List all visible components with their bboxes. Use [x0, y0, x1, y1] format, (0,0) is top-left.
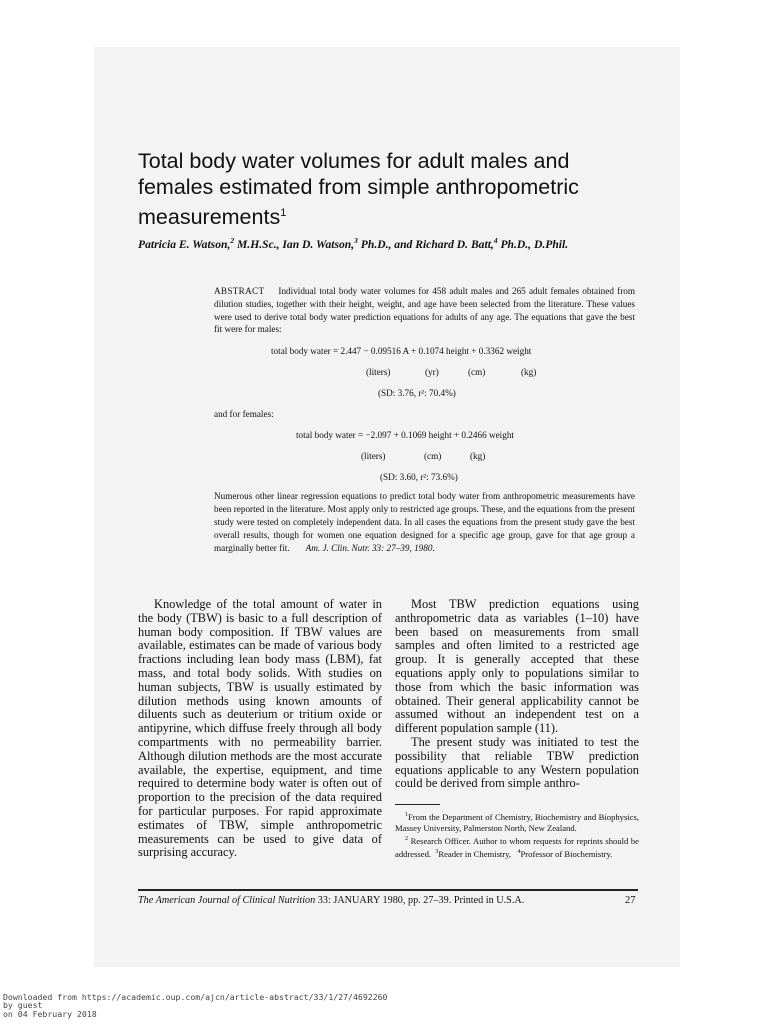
male-unit-yr: (yr) — [425, 367, 439, 377]
footnote-4-text: Professor of Biochemistry. — [520, 848, 613, 859]
footnotes — [395, 810, 639, 860]
footnote-2-mark: 2 — [405, 835, 408, 842]
author-1: Patricia E. Watson, — [138, 237, 231, 251]
title-footnote-mark: 1 — [280, 207, 287, 219]
body-paragraph-2: The present study was initiated to test the possibility that reliable TBW prediction equations applicable to any Western population could be derived from simple anthro- — [395, 734, 639, 791]
journal-footer — [138, 895, 638, 906]
footnote-1-text: From the Department of Chemistry, Biochemistry and Biophysics, Massey University, Palmerston North, New Zealand. — [395, 811, 639, 833]
journal-name: The American Journal of Clinical Nutrition — [138, 895, 316, 906]
female-stats: (SD: 3.60, r²: 73.6%) — [380, 472, 458, 482]
male-unit-cm: (cm) — [468, 367, 486, 377]
female-equation: total body water = −2.097 + 0.1069 height + 0.2466 weight — [296, 430, 514, 440]
article-title — [138, 148, 638, 230]
abstract-intro — [214, 285, 635, 336]
male-equation: total body water = 2.447 − 0.09516 A + 0.1074 height + 0.3362 weight — [271, 346, 532, 356]
footnote-3-mark: 3 — [435, 848, 439, 855]
body-column-right — [395, 598, 639, 791]
page-number: 27 — [625, 895, 636, 906]
body-column-left — [138, 598, 382, 860]
footnote-1-mark: 1 — [405, 812, 408, 818]
footnote-1 — [395, 810, 639, 834]
male-unit-liters: (liters) — [366, 367, 391, 377]
title-line-2: females estimated from simple anthropometric — [138, 175, 579, 199]
female-intro: and for females: — [214, 409, 274, 419]
abstract-conclusion — [214, 490, 635, 555]
title-line-1: Total body water volumes for adult males and — [138, 149, 570, 173]
female-unit-liters: (liters) — [361, 451, 386, 461]
abstract-label: ABSTRACT — [214, 286, 265, 296]
author-3-mark: 4 — [493, 236, 498, 245]
download-line-2: by guest — [3, 1000, 43, 1011]
male-unit-kg: (kg) — [521, 367, 537, 377]
author-3-degree: Ph.D., D.Phil. — [497, 237, 569, 251]
footnote-4-mark: 4 — [517, 848, 521, 855]
footnote-divider — [395, 804, 440, 805]
footnote-3-text: Reader in Chemistry, — [438, 848, 512, 859]
male-stats: (SD: 3.76, r²: 70.4%) — [378, 388, 456, 398]
author-1-mark: 2 — [230, 236, 235, 245]
footnote-2 — [395, 834, 639, 860]
journal-issue: 33: JANUARY 1980, pp. 27–39. Printed in U.S.A. — [315, 895, 525, 906]
download-watermark — [3, 993, 388, 1018]
abstract-citation: Am. J. Clin. Nutr. 33: 27–39, 1980. — [305, 543, 435, 553]
download-line-3: on 04 February 2018 — [3, 1008, 97, 1019]
abstract-conclusion-text: Numerous other linear regression equations to predict total body water from anthropometric measurements have been reported in the literature. Most apply only to restricted age groups. These, and the equations from the present study were tested on completely independent data. In all cases the equations from the present study gave the best overall results, though for women one equation designed for a specific age group, gave for that age group a marginally better fit. — [214, 491, 635, 553]
author-line — [138, 236, 658, 251]
footnote-2-text: Research Officer. Author to whom requests for reprints should be addressed. — [395, 835, 639, 859]
title-line-3 — [138, 200, 638, 230]
author-3: Ph.D., and Richard D. Batt, — [357, 237, 494, 251]
female-unit-kg: (kg) — [470, 451, 486, 461]
body-paragraph-1: Most TBW prediction equations using anthropometric data as variables (1–10) have been based on measurements from small samples and often limited to a restricted age group. It is generally accepted that these equations apply only to populations similar to those from which the basic information was obtained. Their general applicability cannot be assumed without an independent test on a different population sample (11). — [395, 597, 639, 736]
download-line-1: Downloaded from https://academic.oup.com/ajcn/article-abstract/33/1/27/4692260 — [3, 992, 388, 1002]
intro-paragraph: Knowledge of the total amount of water in the body (TBW) is basic to a full description of human body composition. If TBW values are available, estimates can be made of various body fractions including lean body mass (LBM), fat mass, and total body solids. With studies on human subjects, TBW is usually estimated by dilution methods using known amounts of diluents such as deuterium or tritium oxide or antipyrine, which diffuse freely through all body compartments with no permeability barrier. Although dilution methods are the most accurate available, the expertise, equipment, and time required to determine body water is often out of proportion to the precision of the data required for particular purposes. For rapid approximate estimates of TBW, simple anthropometric measurements can be used to give data of surprising accuracy. — [138, 597, 382, 860]
title-text-3: measurements — [138, 205, 281, 230]
author-2: M.H.Sc., Ian D. Watson, — [234, 237, 355, 251]
footer-divider — [138, 889, 638, 891]
abstract-intro-text: Individual total body water volumes for 458 adult males and 265 adult females obtained from dilution studies, together with their height, weight, and age have been selected from the literature. These values were used to derive total body water prediction equations for adults of any age. The equations that gave the best fit were for males: — [214, 286, 635, 335]
author-2-mark: 3 — [354, 236, 358, 245]
female-unit-cm: (cm) — [424, 451, 442, 461]
